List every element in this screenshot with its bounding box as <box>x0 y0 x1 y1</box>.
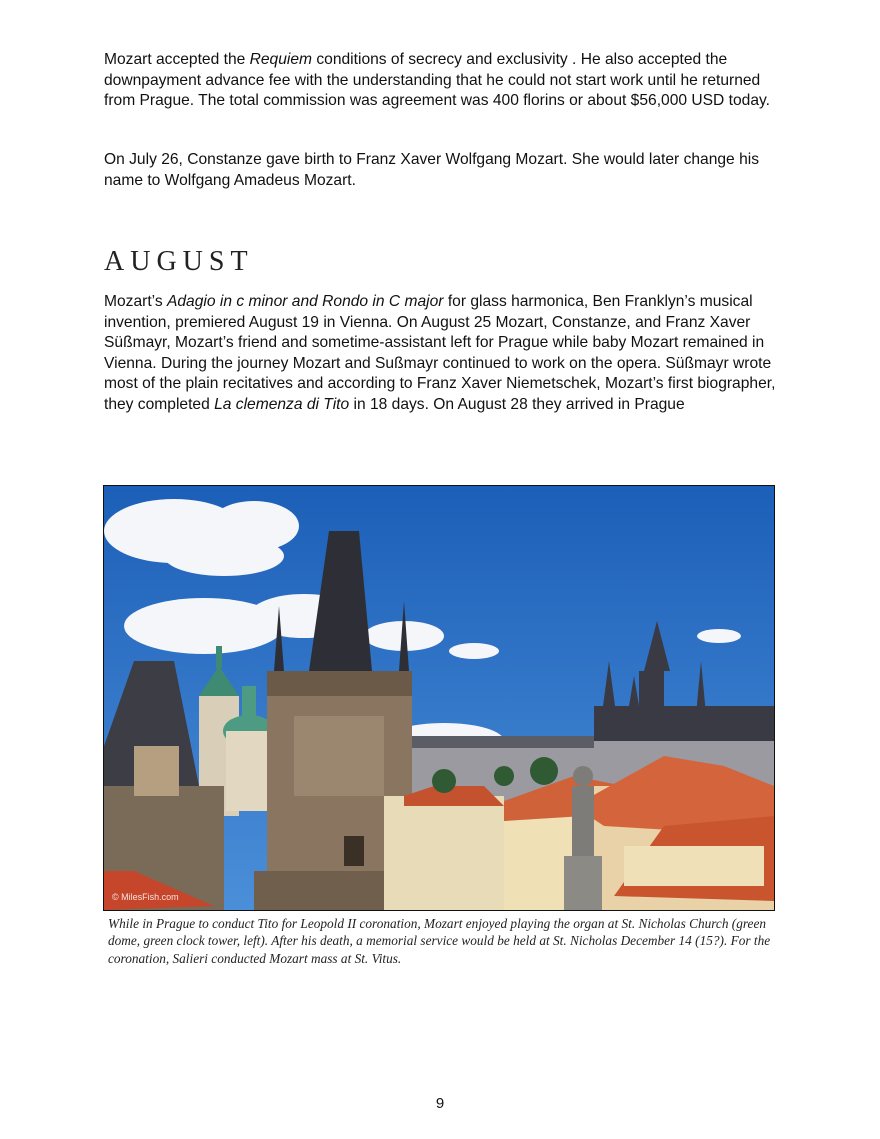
italic-opera-title: La clemenza di Tito <box>214 395 350 413</box>
text-span: Mozart’s <box>104 293 167 310</box>
text-span: for glass harmonica, Ben Franklyn’s musical invention, premiered August 19 in Vienna. On August 25 Mozart, Constanze, and Franz Xaver Süßmayr, Mozart’s friend and sometime-assistant left for Prague while baby Mozart remained in Vienna. During the journey Mozart and Sußmayr continued to work on the opera. Süßmayr wrote most of the plain recitatives and according to Franz Xaver Niemetschek, Mozart’s first biographer, they completed <box>104 293 776 413</box>
paragraph-birth: On July 26, Constanze gave birth to Franz Xaver Wolfgang Mozart. She would later change his name to Wolfgang Amadeus Mozart. <box>104 151 759 189</box>
italic-title-requiem: Requiem <box>249 51 313 68</box>
paragraph-requiem-commission <box>104 50 780 112</box>
text-span: conditions of secrecy and exclusivity . He also accepted the downpayment advance fee with the understanding that he could not start work until he returned from Prague. The total commission was agreement was 400 florins or about $56,000 USD today. <box>104 51 770 110</box>
prague-skyline-illustration <box>104 486 774 910</box>
prague-photo <box>103 485 775 911</box>
section-heading-august: AUGUST <box>104 246 254 277</box>
page-number: 9 <box>435 1095 445 1112</box>
italic-work-title: Adagio in c minor and Rondo in C major <box>166 293 444 310</box>
photo-caption: While in Prague to conduct Tito for Leopold II coronation, Mozart enjoyed playing the organ at St. Nicholas Church (green dome, green clock tower, left). After his death, a memorial service would be held at St. Nicholas December 14 (15?). For the coronation, Salieri conducted Mozart mass at St. Vitus. <box>108 916 771 966</box>
text-span: Mozart accepted the <box>104 51 250 68</box>
text-span: in 18 days. On August 28 they arrived in Prague <box>349 395 685 413</box>
paragraph-august <box>104 292 780 416</box>
photo-watermark: © MilesFish.com <box>112 892 179 902</box>
